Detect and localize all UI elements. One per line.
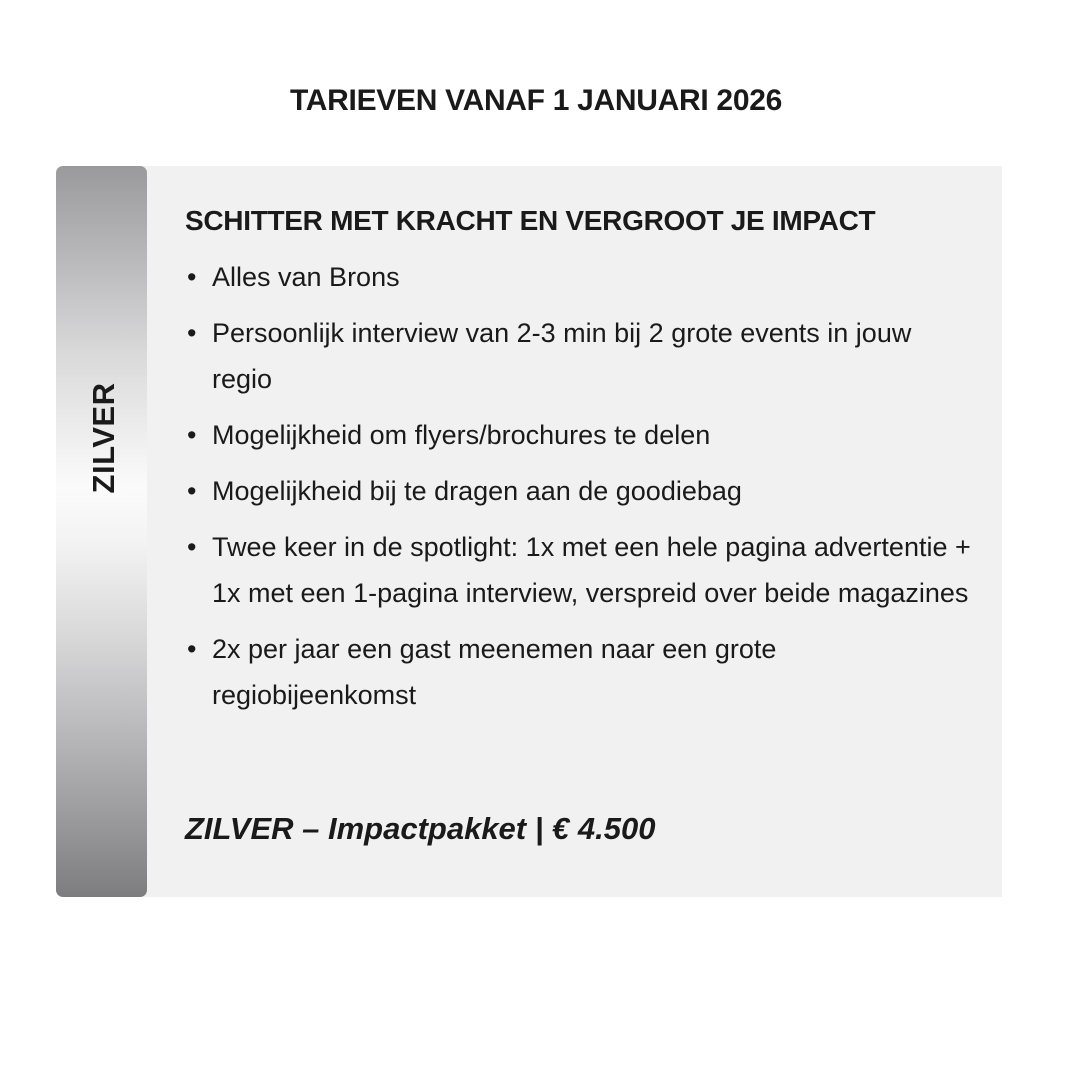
benefit-list <box>185 254 975 718</box>
card-content <box>185 204 975 728</box>
benefit-item <box>185 310 975 402</box>
benefit-item <box>185 412 975 458</box>
bullet-icon: • <box>187 634 197 664</box>
bullet-icon: • <box>187 476 197 506</box>
benefit-text: Alles van Brons <box>212 262 400 292</box>
silver-tier-bar <box>56 166 147 897</box>
benefit-item <box>185 468 975 514</box>
benefit-text: Mogelijkheid bij te dragen aan de goodiebag <box>212 476 742 506</box>
page-title: TARIEVEN VANAF 1 JANUARI 2026 <box>290 84 782 117</box>
package-price: ZILVER – Impactpakket | € 4.500 <box>185 811 656 846</box>
benefit-text: Mogelijkheid om flyers/brochures te delen <box>212 420 711 450</box>
pricing-card-zilver <box>56 166 1002 897</box>
card-heading: SCHITTER MET KRACHT EN VERGROOT JE IMPACT <box>185 205 876 236</box>
bullet-icon: • <box>187 318 197 348</box>
bullet-icon: • <box>187 262 197 292</box>
bullet-icon: • <box>187 420 197 450</box>
bullet-icon: • <box>187 532 197 562</box>
benefit-item <box>185 254 975 300</box>
benefit-text: Twee keer in de spotlight: 1x met een hele pagina advertentie + 1x met een 1-pagina interview, verspreid over beide magazines <box>212 532 971 608</box>
benefit-text: 2x per jaar een gast meenemen naar een grote regiobijeenkomst <box>212 634 777 710</box>
tier-label: ZILVER <box>86 382 121 494</box>
benefit-item <box>185 626 975 718</box>
benefit-text: Persoonlijk interview van 2-3 min bij 2 grote events in jouw regio <box>212 318 912 394</box>
benefit-item <box>185 524 975 616</box>
